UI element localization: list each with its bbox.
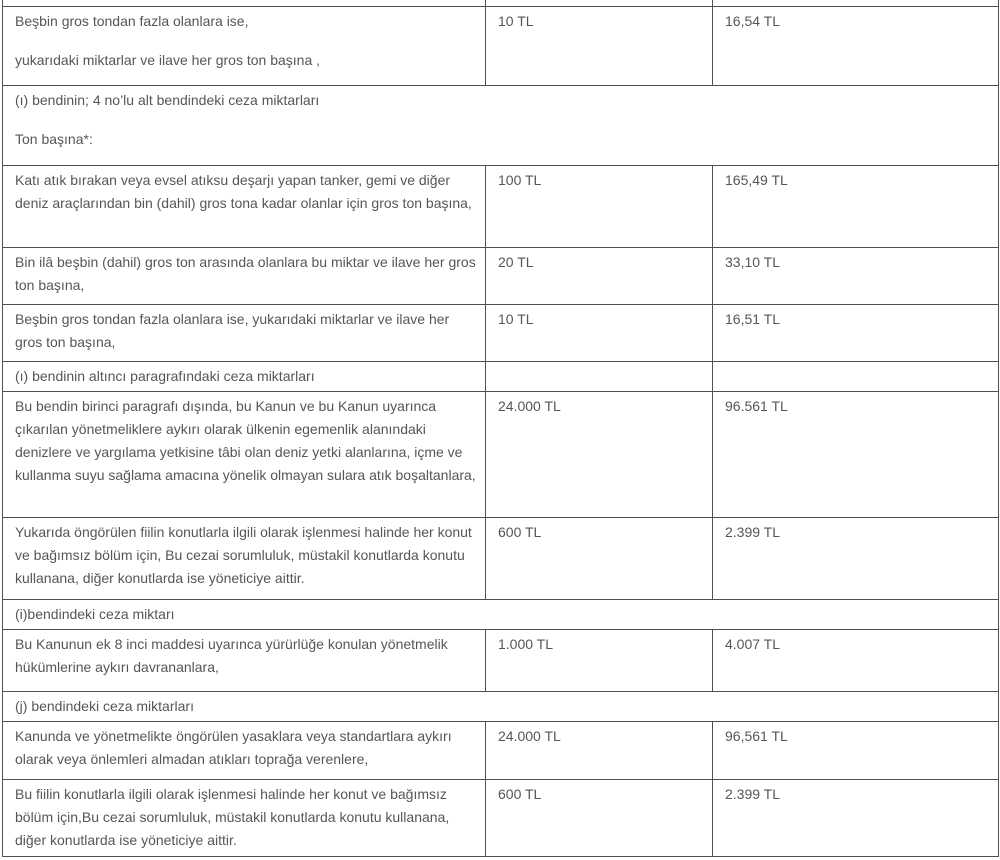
section-row: [3, 85, 999, 165]
adjusted-amount-cell: 2.399 TL: [713, 517, 999, 599]
penalty-amounts-table: [2, 0, 999, 857]
base-amount-cell: 10 TL: [486, 6, 713, 85]
section-title: (ı) bendinin; 4 no’lu alt bendindeki ceza miktarları: [15, 91, 320, 108]
description-text: Beşbin gros tondan fazla olanlara ise, yukarıdaki miktarlar ve ilave her gros ton başına,: [15, 310, 450, 350]
table-row: [3, 165, 999, 247]
description-text: Bu bendin birinci paragrafı dışında, bu Kanun ve bu Kanun uyarınca çıkarılan yönetmeliklere aykırı olarak ülkenin egemenlik alanındaki denizlere ve yargılama yetkisine tâbi olan deniz yetki alanlarına, içme ve kullanma suyu sağlama amacına yönelik olmayan sulara atık boşaltanlara,: [15, 397, 476, 483]
section-cell: [3, 691, 999, 721]
description-text: Yukarıda öngörülen fiilin konutlarla ilgili olarak işlenmesi halinde her konut ve bağımsız bölüm için, Bu cezai sorumluluk, müstakil konutlarda konutu kullanana, diğer konutlarda ise yöneticiye aittir.: [15, 523, 472, 586]
description-text: Bu fiilin konutlarla ilgili olarak işlenmesi halinde her konut ve bağımsız bölüm için,Bu cezai sorumluluk, müstakil konutlarda konutu kullanana, diğer konutlarda ise yöneticiye aittir.: [15, 785, 450, 848]
description-text: (ı) bendinin altıncı paragrafındaki ceza miktarları: [15, 367, 315, 384]
description-cell: [3, 517, 486, 599]
base-amount-cell: 600 TL: [486, 779, 713, 856]
description-text: Bin ilâ beşbin (dahil) gros ton arasında olanlara bu miktar ve ilave her gros ton başına,: [15, 253, 476, 293]
adjusted-amount-cell: 96,561 TL: [713, 721, 999, 779]
table-row: [3, 391, 999, 517]
base-amount-cell: [486, 361, 713, 391]
adjusted-amount-cell: 2.399 TL: [713, 779, 999, 856]
adjusted-amount-cell: 165,49 TL: [713, 165, 999, 247]
description-text: Bu Kanunun ek 8 inci maddesi uyarınca yürürlüğe konulan yönetmelik hükümlerine aykırı davrananlara,: [15, 635, 448, 675]
base-amount-cell: 100 TL: [486, 165, 713, 247]
description-cell: [3, 247, 486, 304]
adjusted-amount-cell: [713, 361, 999, 391]
section-title: (i)bendindeki ceza miktarı: [15, 605, 175, 622]
table-row: [3, 247, 999, 304]
base-amount-cell: 10 TL: [486, 304, 713, 361]
section-row: [3, 599, 999, 629]
table-row: [3, 721, 999, 779]
adjusted-amount-cell: 33,10 TL: [713, 247, 999, 304]
section-cell: [3, 599, 999, 629]
table-row: [3, 779, 999, 856]
description-text: Katı atık bırakan veya evsel atıksu deşarjı yapan tanker, gemi ve diğer deniz araçlarından bin (dahil) gros tona kadar olanlar için gros ton başına,: [15, 171, 472, 211]
table-row: [3, 517, 999, 599]
description-cell: [3, 391, 486, 517]
section-subtitle: Ton başına*:: [15, 130, 93, 147]
table-row: [3, 361, 999, 391]
base-amount-cell: 600 TL: [486, 517, 713, 599]
description-cell: [3, 6, 486, 85]
section-title: (j) bendindeki ceza miktarları: [15, 697, 194, 714]
description-cell: [3, 629, 486, 691]
description-cell: [3, 361, 486, 391]
section-row: [3, 691, 999, 721]
base-amount-cell: 24.000 TL: [486, 391, 713, 517]
base-amount-cell: 1.000 TL: [486, 629, 713, 691]
adjusted-amount-cell: 4.007 TL: [713, 629, 999, 691]
base-amount-cell: 24.000 TL: [486, 721, 713, 779]
adjusted-amount-cell: 96.561 TL: [713, 391, 999, 517]
description-text: Beşbin gros tondan fazla olanlara ise,: [15, 12, 249, 29]
description-cell: [3, 779, 486, 856]
table-row: [3, 6, 999, 85]
description-cell: [3, 721, 486, 779]
adjusted-amount-cell: 16,54 TL: [713, 6, 999, 85]
section-cell: [3, 85, 999, 165]
adjusted-amount-cell: 16,51 TL: [713, 304, 999, 361]
base-amount-cell: 20 TL: [486, 247, 713, 304]
description-text: Kanunda ve yönetmelikte öngörülen yasaklara veya standartlara aykırı olarak veya önlemleri almadan atıkları toprağa verenlere,: [15, 727, 452, 767]
description-cell: [3, 165, 486, 247]
table-row: [3, 304, 999, 361]
description-cell: [3, 304, 486, 361]
table-row: [3, 629, 999, 691]
description-text: yukarıdaki miktarlar ve ilave her gros ton başına ,: [15, 51, 321, 68]
